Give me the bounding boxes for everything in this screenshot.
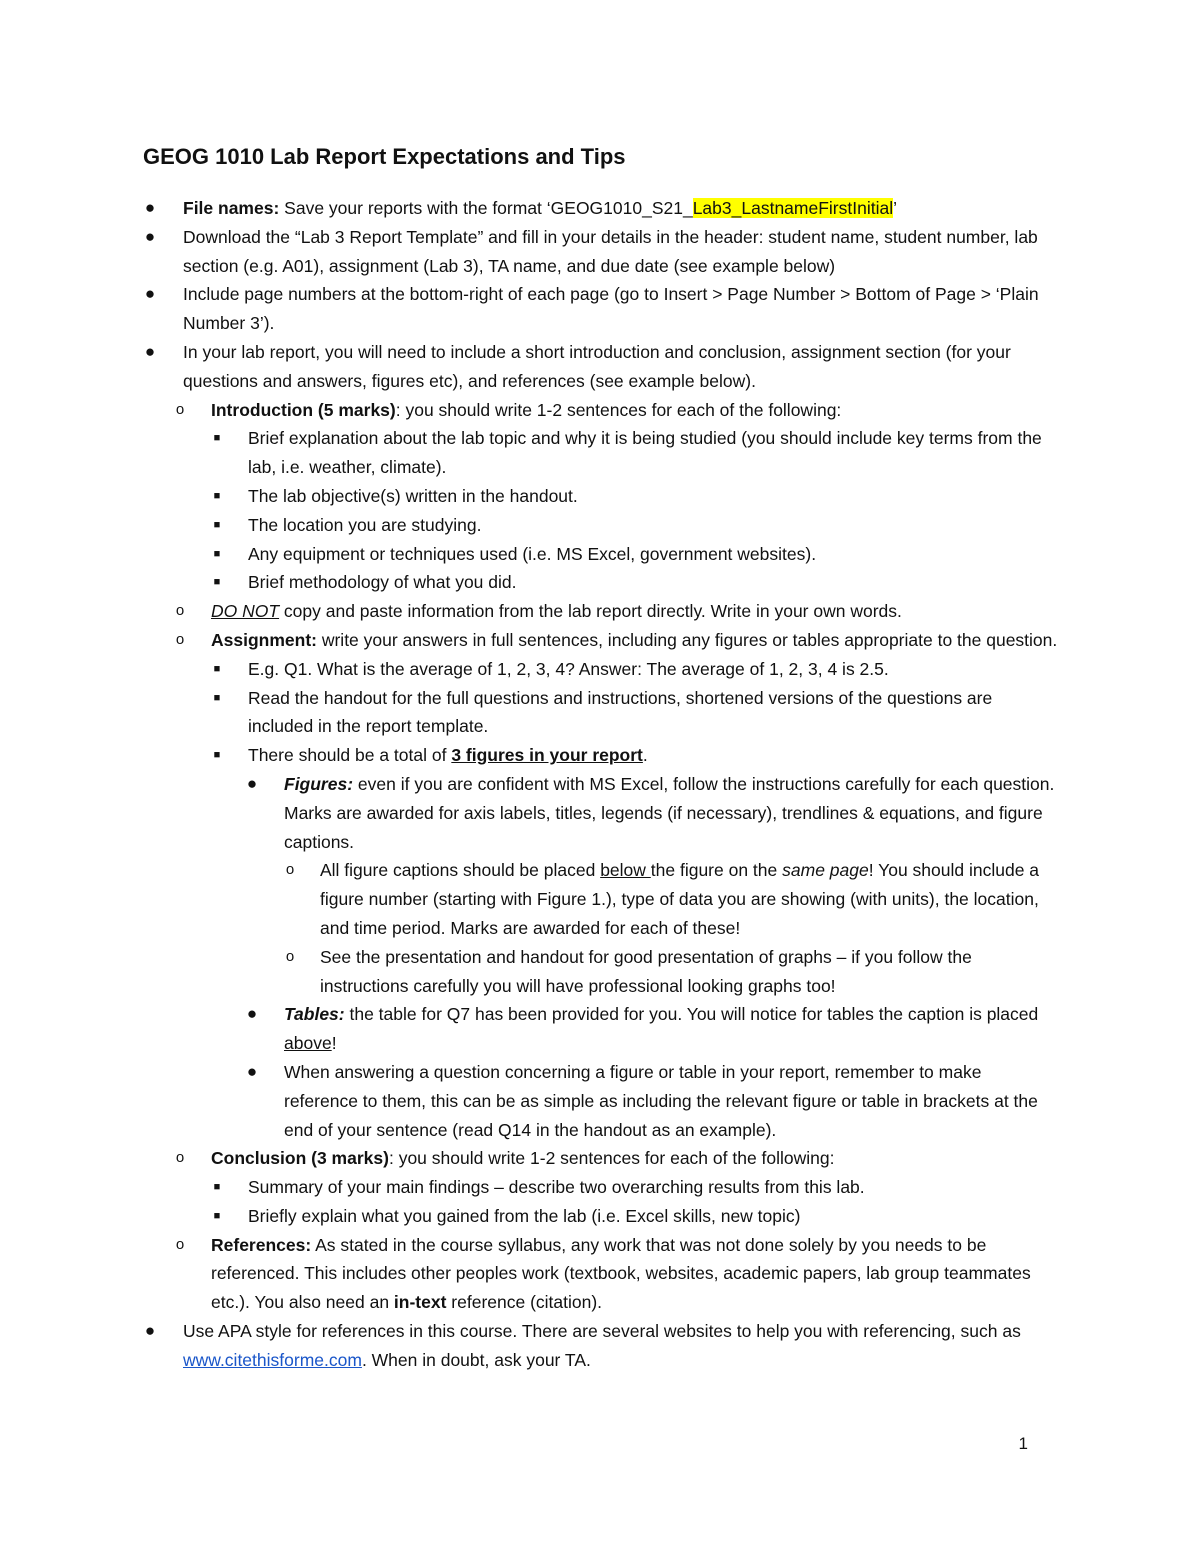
list-item-intro-point: ■ Brief methodology of what you did. — [0, 568, 1058, 597]
bullet-square-icon: ■ — [213, 518, 221, 531]
bullet-square-icon: ■ — [213, 662, 221, 675]
list-item-download: ● Download the “Lab 3 Report Template” and fill in your details in the header: student name, student number, lab section (e.g. A01), assignment (Lab 3), TA name, and due date (see example below) — [0, 223, 1058, 281]
list-item-do-not: o DO NOT copy and paste information from the lab report directly. Write in your own words. — [0, 597, 1058, 626]
bullet-dot-icon: ● — [144, 198, 156, 217]
bullet-dot-icon: ● — [246, 1004, 258, 1024]
list-item-conclusion-point: ■ Summary of your main findings – describe two overarching results from this lab. — [0, 1173, 1058, 1202]
bullet-square-icon: ■ — [213, 489, 221, 502]
bullet-dot-icon: ● — [144, 284, 156, 304]
bullet-circle-icon: o — [175, 1149, 185, 1167]
list-item-introduction: o Introduction (5 marks): you should write 1-2 sentences for each of the following: — [0, 396, 1058, 425]
bullet-dot-icon: ● — [144, 341, 156, 361]
list-item-presentation: o See the presentation and handout for good presentation of graphs – if you follow the instructions carefully you will have professional looking graphs too! — [0, 943, 1058, 1001]
list-item-example: ■ E.g. Q1. What is the average of 1, 2, 3, 4? Answer: The average of 1, 2, 3, 4 is 2.5. — [0, 655, 1058, 684]
bullet-dot-icon: ● — [246, 773, 258, 793]
bullet-square-icon: ■ — [213, 576, 221, 589]
list-item-intro-point: ■ The lab objective(s) written in the handout. — [0, 482, 1058, 511]
list-item-total-figures: ■ There should be a total of 3 figures in your report. — [0, 741, 1058, 770]
bullet-dot-icon: ● — [246, 1061, 258, 1081]
list-item-conclusion: o Conclusion (3 marks): you should write 1-2 sentences for each of the following: — [0, 1144, 1058, 1173]
list-item-references: o References: As stated in the course syllabus, any work that was not done solely by you needs to be referenced. This includes other peoples work (textbook, websites, academic papers, lab group teammates etc.). You also need an in-text reference (citation). — [0, 1231, 1058, 1317]
list-item-file-names: ● File names: Save your reports with the format ‘GEOG1010_S21_Lab3_LastnameFirstInitial’ — [0, 194, 1058, 223]
bullet-circle-icon: o — [285, 947, 295, 965]
bullet-square-icon: ■ — [213, 547, 221, 560]
page-title: GEOG 1010 Lab Report Expectations and Tips — [143, 144, 626, 169]
bullet-circle-icon: o — [175, 602, 185, 620]
list-item-intro-point: ■ Any equipment or techniques used (i.e. MS Excel, government websites). — [0, 540, 1058, 569]
list-item-intro-point: ■ Brief explanation about the lab topic and why it is being studied (you should include key terms from the lab, i.e. weather, climate). — [0, 424, 1058, 482]
bullet-square-icon: ■ — [213, 432, 221, 445]
highlighted-filename: Lab3_LastnameFirstInitial — [692, 198, 894, 218]
bullet-dot-icon: ● — [144, 1321, 156, 1341]
list-item-conclusion-point: ■ Briefly explain what you gained from the lab (i.e. Excel skills, new topic) — [0, 1202, 1058, 1231]
list-item-apa: ● Use APA style for references in this course. There are several websites to help you with referencing, such as www.citethisforme.com. When in doubt, ask your TA. — [0, 1317, 1058, 1375]
bullet-circle-icon: o — [175, 400, 185, 418]
list-item-figures: ● Figures: even if you are confident with MS Excel, follow the instructions carefully for each question. Marks are awarded for axis labels, titles, legends (if necessary), trendlines & equations, and figure captions. — [0, 770, 1058, 856]
bullet-square-icon: ■ — [213, 749, 221, 762]
bullet-square-icon: ■ — [213, 1181, 221, 1194]
bullet-square-icon: ■ — [213, 1209, 221, 1222]
list-item-page-numbers: ● Include page numbers at the bottom-right of each page (go to Insert > Page Number > Bottom of Page > ‘Plain Number 3’). — [0, 280, 1058, 338]
bullet-circle-icon: o — [175, 630, 185, 648]
list-item-read-handout: ■ Read the handout for the full questions and instructions, shortened versions of the questions are included in the report template. — [0, 684, 1058, 742]
bullet-circle-icon: o — [175, 1235, 185, 1253]
list-item-tables: ● Tables: the table for Q7 has been provided for you. You will notice for tables the caption is placed above! — [0, 1000, 1058, 1058]
page-number: 1 — [1018, 1434, 1028, 1453]
list-item-captions: o All figure captions should be placed below the figure on the same page! You should include a figure number (starting with Figure 1.), type of data you are showing (with units), the location, and time period. Marks are awarded for each of these! — [0, 856, 1058, 942]
bullet-circle-icon: o — [285, 861, 295, 879]
bullet-square-icon: ■ — [213, 691, 221, 704]
expectations-list — [0, 194, 1200, 1375]
list-item-intro-point: ■ The location you are studying. — [0, 511, 1058, 540]
bullet-dot-icon: ● — [144, 226, 156, 246]
citethisforme-link[interactable]: www.citethisforme.com — [183, 1349, 362, 1370]
list-item-answering: ● When answering a question concerning a figure or table in your report, remember to make reference to them, this can be as simple as including the relevant figure or table in brackets at the end of your sentence (read Q14 in the handout as an example). — [0, 1058, 1058, 1144]
list-item-assignment: o Assignment: write your answers in full sentences, including any figures or tables appropriate to the question. — [0, 626, 1058, 655]
list-item-lab-report: ● In your lab report, you will need to include a short introduction and conclusion, assignment section (for your questions and answers, figures etc), and references (see example below). — [0, 338, 1058, 396]
